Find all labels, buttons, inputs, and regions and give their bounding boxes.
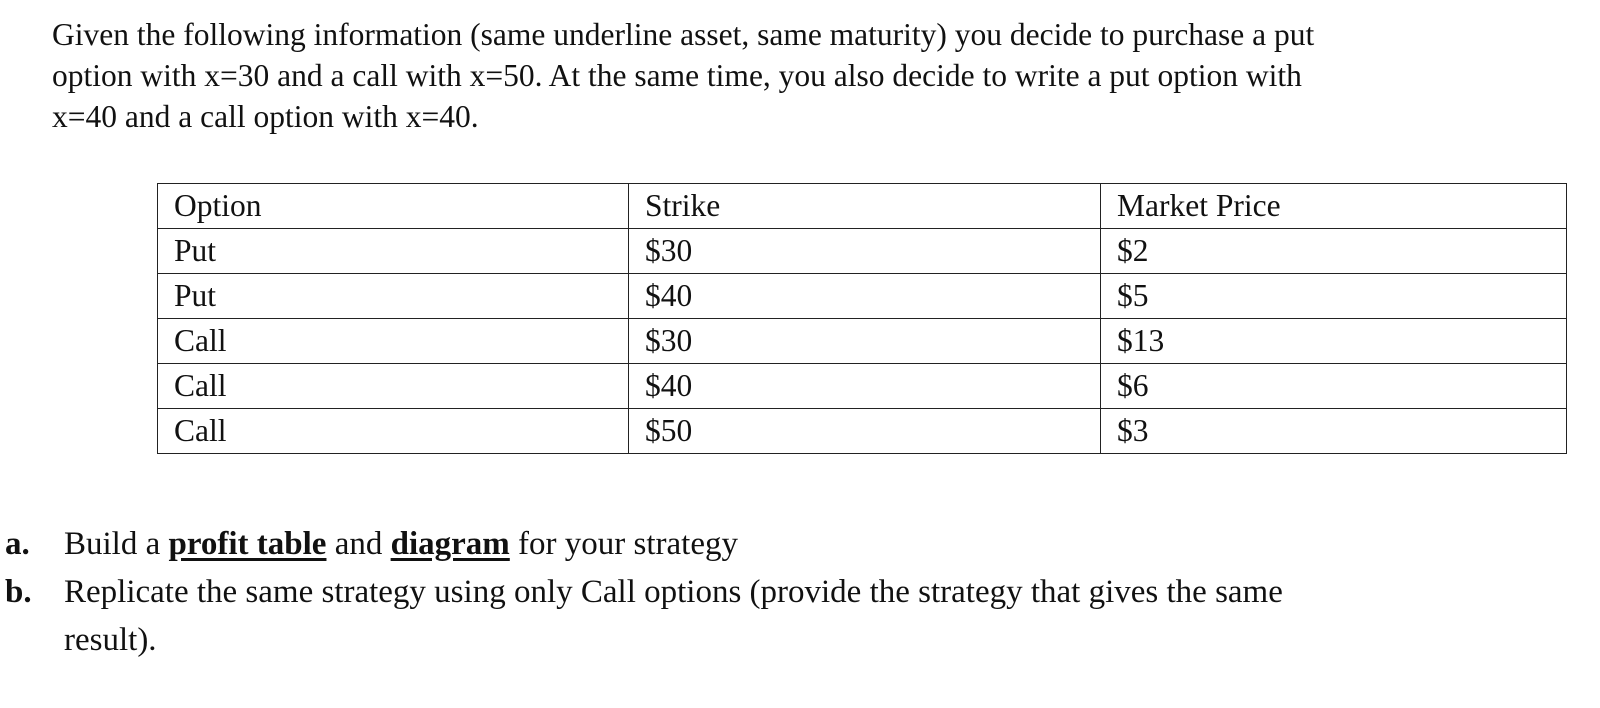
question-b-line-2: result). [64,622,157,658]
table-row [158,229,1567,274]
question-b-line-1: Replicate the same strategy using only Call options (provide the strategy that gives the same [64,574,1283,610]
cell-market-price: $13 [1101,319,1567,364]
cell-option: Call [158,364,629,409]
question-b [0,568,1590,664]
cell-strike: $30 [629,319,1101,364]
cell-option: Call [158,409,629,454]
question-a-text-start: Build a [64,526,169,562]
problem-statement-line-2: option with x=30 and a call with x=50. At the same time, you also decide to write a put option with [52,58,1302,93]
table-header-row [158,184,1567,229]
cell-strike: $40 [629,364,1101,409]
header-option: Option [158,184,629,229]
cell-option: Put [158,274,629,319]
profit-table-emphasis: profit table [168,526,327,562]
table-row [158,274,1567,319]
options-table [157,183,1567,454]
question-b-marker: b. [5,574,32,610]
cell-market-price: $2 [1101,229,1567,274]
question-a-text [64,520,1590,568]
table-row [158,409,1567,454]
cell-option: Put [158,229,629,274]
problem-statement [52,14,1552,137]
cell-strike: $30 [629,229,1101,274]
cell-option: Call [158,319,629,364]
question-a-text-middle: and [326,526,391,562]
header-market-price: Market Price [1101,184,1567,229]
question-a [0,520,1590,568]
cell-strike: $50 [629,409,1101,454]
cell-strike: $40 [629,274,1101,319]
cell-market-price: $5 [1101,274,1567,319]
problem-statement-line-1: Given the following information (same underline asset, same maturity) you decide to purchase a put [52,17,1315,52]
table-row [158,364,1567,409]
diagram-emphasis: diagram [390,526,510,562]
header-strike: Strike [629,184,1101,229]
problem-statement-line-3: x=40 and a call option with x=40. [52,99,479,134]
question-a-text-end: for your strategy [509,526,738,562]
question-list [0,520,1590,664]
question-a-marker: a. [5,526,30,562]
cell-market-price: $3 [1101,409,1567,454]
cell-market-price: $6 [1101,364,1567,409]
table-row [158,319,1567,364]
